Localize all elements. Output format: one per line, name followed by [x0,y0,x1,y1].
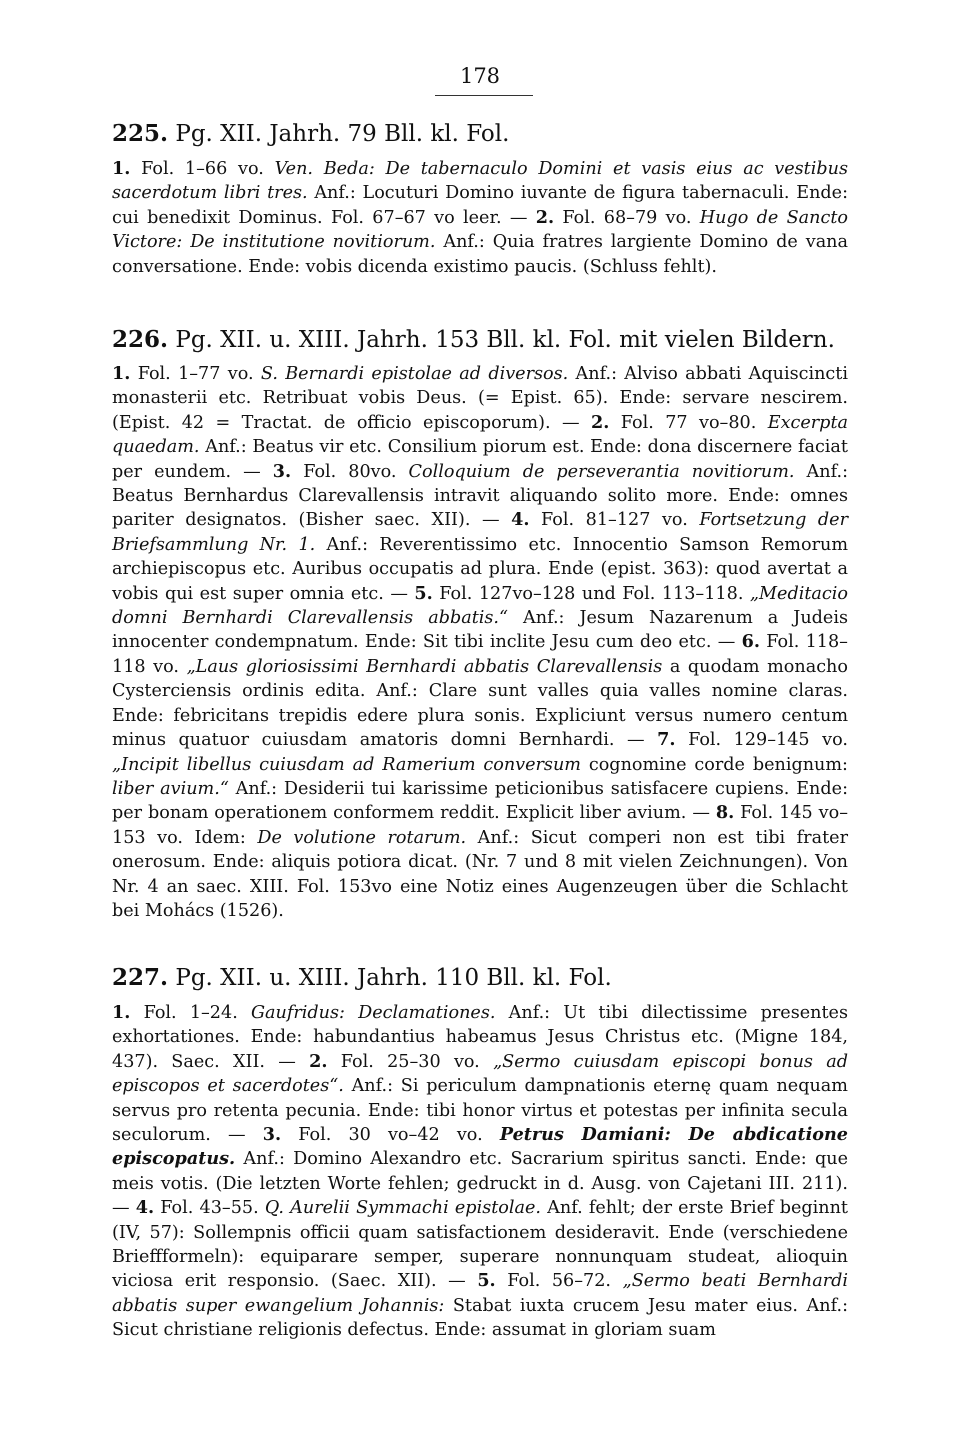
body-text: Fol. 81–127 vo. [529,510,700,531]
entry-heading-226 [112,325,848,355]
page-number-rule [435,95,533,96]
body-text: Anf. fehlt; der erste Brief beginnt (IV, 57): Sollempnis officii quam satisfactionem desideravit. Ende (verschiedene Brieffformeln): equiparare semper, superare nonnunquam studeat, alioquin viciosa erit responsio. (Saec. XII). — [112,1198,849,1292]
entry-body-226 [112,362,848,923]
item-number: 5. [477,1270,496,1292]
entry-body-225 [112,157,848,279]
item-number: 4. [135,1197,155,1219]
title-text: De volutione rotarum. [257,827,467,848]
body-text: Anf.: Domino Alexandro etc. Sacrarium spiritus sancti. Ende: que meis votis. (Die letzten Worte fehlen; gedruckt in d. Ausg. von Cajetani III. 211). — [112,1149,848,1219]
title-text: „Laus gloriosissimi Bernhardi abbatis Clarevallensis [186,656,663,677]
title-text: „Meditacio domni Bernhardi Clarevallensis abbatis.“ [112,583,848,629]
item-number: 3. [272,460,292,482]
body-text: Anf.: Locuturi Domino iuvante de figura tabernaculi. Ende: cui benedixit Dominus. Fol. 67–67 vo leer. — [112,183,849,228]
body-text: Fol. 1–66 vo. [130,159,275,179]
item-number: 4. [511,509,530,531]
title-text: „Sermo cuiusdam episcopi bonus ad episcopos et sacerdotes“. [112,1051,848,1097]
item-number: 2. [590,411,610,433]
title-text: Excerpta quaedam. [112,412,848,458]
item-number: 8. [715,802,735,824]
body-text: Fol. 30 vo–42 vo. [281,1125,500,1146]
body-text: cognomine corde benignum: [580,754,848,775]
title-text: „Incipit libellus cuiusdam ad Ramerium conversum [112,754,581,775]
entry-body-227 [112,1001,848,1343]
entry-number: 226. [112,326,169,353]
entry-heading-227 [112,963,848,993]
body-text: Anf.: Alviso abbati Aquiscincti monasterii etc. Retribuat vobis Deus. (= Epist. 65). Ende: servare nescirem. (Epist. 42 = Tractat. de officio episcoporum). — [112,364,848,433]
body-text: Fol. 43–55. [154,1198,265,1219]
title-text: Ven. Beda: De tabernaculo Domini et vasis eius ac vestibus sacerdotum libri tres. [112,159,848,204]
title-text: Petrus Damiani: De abdicatione episcopatus. [112,1124,849,1170]
title-text: S. Bernardi epistolae ad diversos. [260,364,569,384]
body-text: Anf.: Quia fratres largiente Domino de vana conversatione. Ende: vobis dicenda existimo paucis. (Schluss fehlt). [112,232,848,277]
body-text: Fol. 25–30 vo. [327,1051,494,1072]
item-number: 2. [535,206,555,228]
body-text: Anf.: Jesum Nazarenum a Judeis innocenter condempnatum. Ende: Sit tibi inclite Jesu cum deo etc. — [112,608,848,653]
entry-heading-text: Pg. XII. Jahrh. 79 Bll. kl. Fol. [175,121,510,147]
body-text: Fol. 129–145 vo. [675,730,848,751]
title-text: „Sermo beati Bernhardi abbatis super ewangelium Johannis: [112,1271,849,1316]
body-text: Fol. 1–77 vo. [130,364,261,384]
body-text: Anf.: Beatus vir etc. Consilium piorum est. Ende: dona discernere faciat per eundem. — [112,437,848,482]
title-text: Q. Aurelii Symmachi epistolae. [264,1198,542,1219]
item-number: 2. [309,1050,328,1072]
body-text: Anf.: Beatus Bernhardus Clarevallensis intravit aliquando solito more. Ende: omnes pariter designatos. (Bisher saec. XII). — [112,461,849,531]
body-text: Fol. 77 vo–80. [609,412,768,433]
body-text: a quodam monacho Cysterciensis ordinis edita. Anf.: Clare sunt valles quia valles nomine claras. Ende: febricitans trepidis edere plura sonis. Expliciunt versus numero centum minus quatuor cuiusdam amatoris domni Bernhardi. — [112,656,848,751]
entry-number: 225. [112,120,169,147]
item-number: 7. [657,729,676,751]
page-number: 178 [459,64,501,88]
item-number: 1. [112,158,131,179]
body-text: Anf.: Ut tibi dilectissime presentes exhortationes. Ende: habundantius habeamus Jesus Christus etc. (Migne 184, 437). Saec. XII. — [112,1003,848,1072]
body-text: Anf.: Sicut comperi non est tibi frater onerosum. Ende: aliquis potiora dicat. (Nr. 7 und 8 mit vielen Zeichnungen). Von Nr. 4 an saec. XIII. Fol. 153vo eine Notiz eines Augenzeugen über die Schlacht bei Mohács (1526). [112,827,848,921]
item-number: 1. [112,363,131,384]
body-text: Fol. 80vo. [291,461,409,482]
entry-heading-text: Pg. XII. u. XIII. Jahrh. 153 Bll. kl. Fol. mit vielen Bildern. [175,327,835,353]
item-number: 5. [414,582,433,604]
title-text: Hugo de Sancto Victore: De institutione novitiorum. [112,207,848,253]
body-text: Anf.: Desiderii tui karissime peticionibus satisfacere cupiens. Ende: per bonam operationem conformem reddit. Explicit liber avium. — [112,778,848,824]
item-number: 6. [741,631,760,653]
body-text: Anf.: Reverentissimo etc. Innocentio Samson Remorum archiepiscopus etc. Auribus occupatis ad plura. Ende (epist. 363): quod avertat a vobis qui est super omnia etc. — [112,534,849,604]
body-text: Anf.: Si periculum dampnationis eternę quam nequam servus pro retenta pecunia. Ende: tibi honor virtus et potestas per infinita secula seculorum. — [112,1076,848,1146]
body-text: Fol. 127vo–128 und Fol. 113–118. [432,583,750,604]
title-text: Fortsetzung der Briefsammlung Nr. 1. [112,510,848,555]
body-text: Fol. 1–24. [130,1003,251,1023]
body-text: Fol. 56–72. [495,1271,623,1292]
body-text: Fol. 145 vo–153 vo. Idem: [112,803,848,848]
entry-heading-225 [112,119,848,149]
title-text: liber avium.“ [112,778,229,799]
entry-heading-text: Pg. XII. u. XIII. Jahrh. 110 Bll. kl. Fol. [175,965,612,991]
item-number: 1. [112,1002,131,1023]
title-text: Colloquium de perseverantia novitiorum. [408,461,795,482]
body-text: Stabat iuxta crucem Jesu mater eius. Anf.: Sicut christiane religionis defectus. Ende: assumat in gloriam suam [112,1295,848,1341]
entry-number: 227. [112,964,169,991]
body-text: Fol. 68–79 vo. [554,207,700,228]
body-text: Fol. 118–118 vo. [112,632,848,677]
item-number: 3. [262,1124,282,1146]
title-text: Gaufridus: Declamationes. [250,1003,496,1023]
